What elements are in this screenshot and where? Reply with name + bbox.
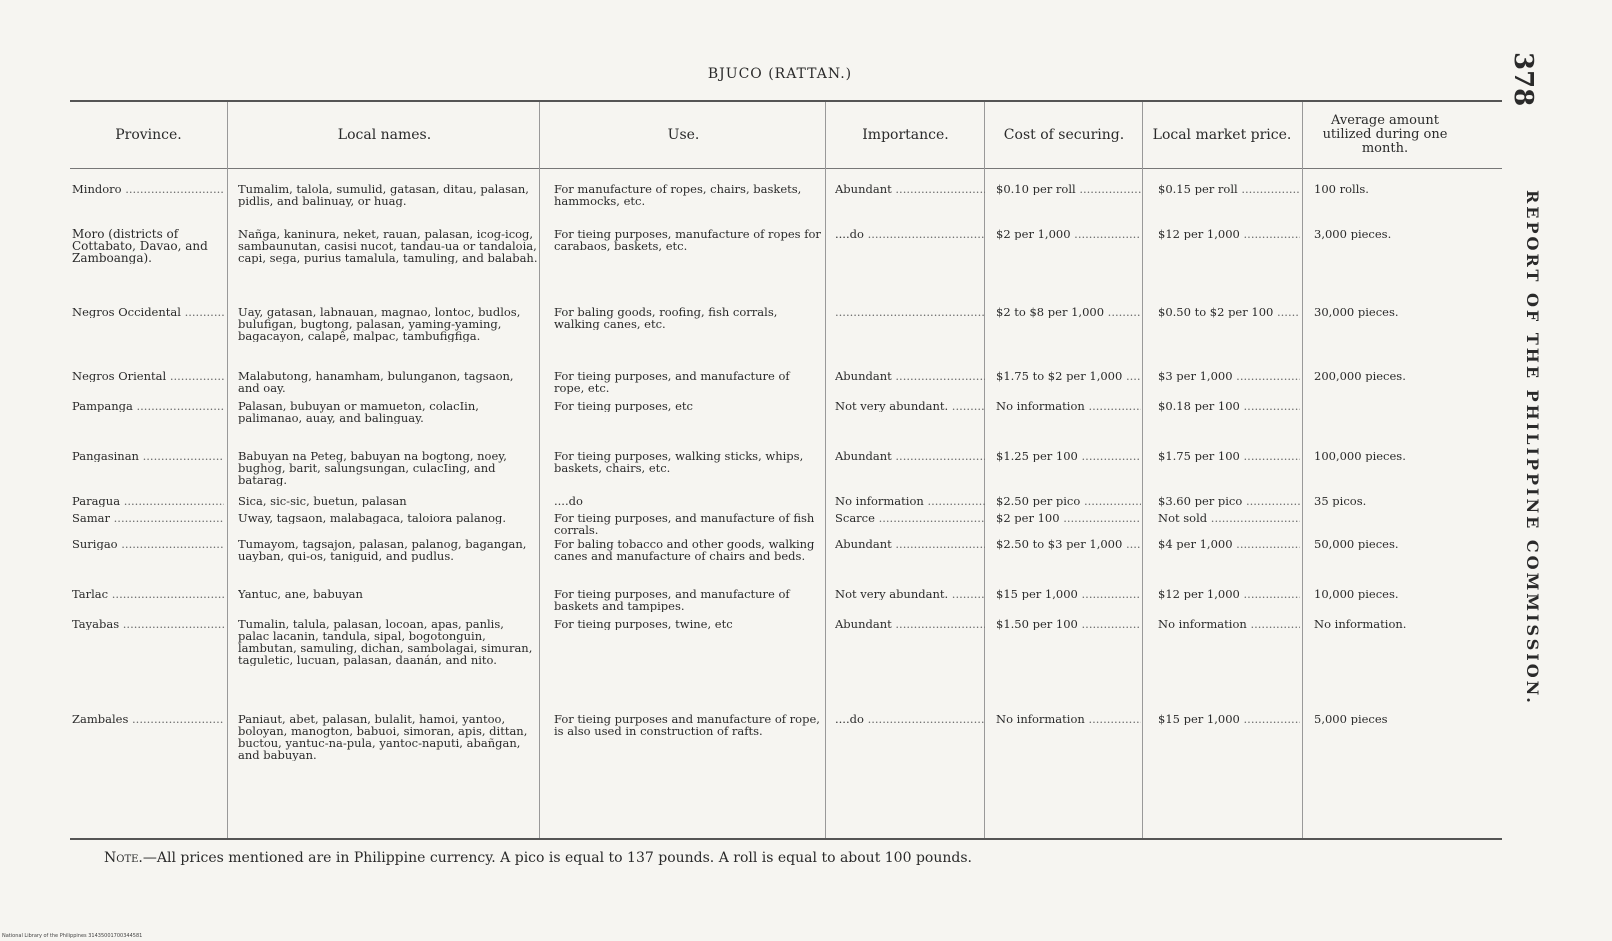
table-cell-names: Sica, sic-sic, buetun, palasan [238, 495, 407, 507]
scan-credit: National Library of the Philippines 31435001700344581 [2, 933, 143, 939]
table-cell-use: For baling tobacco and other goods, walking canes and manufacture of chairs and beds. [554, 538, 815, 562]
table-cell-names: Uay, gatasan, labnauan, magnao, lontoc, budlos, bulufigan, bugtong, palasan, yaming-yaming, bagacayon, calapê, malpac, tambufigfiga. [238, 306, 521, 342]
table-cell-market: No information ..... [1158, 618, 1300, 630]
table-cell-province: Paragua ..... [72, 495, 224, 507]
bottom-rule [70, 838, 1502, 840]
table-cell-province: Surigao ..... [72, 538, 224, 550]
table-cell-importance: Abundant ..... [835, 370, 985, 382]
table-cell-names: Tumalin, talula, palasan, locoan, apas, panlis, palac lacanin, tandula, sipal, bogotonguin, lambutan, samuling, dichan, sambolagai, simuran, taguletic, lucuan, palasan, daanán, and nito. [238, 618, 533, 666]
column-divider [539, 102, 540, 838]
table-cell-province: Mindoro ..... [72, 183, 224, 195]
table-cell-cost: $2.50 to $3 per 1,000 ..... [996, 538, 1141, 550]
table-cell-cost: No information ..... [996, 400, 1141, 412]
table-cell-province: Pangasinan ..... [72, 450, 224, 462]
table-cell-market: $0.50 to $2 per 100 ..... [1158, 306, 1300, 318]
table-cell-market: $4 per 1,000 ..... [1158, 538, 1300, 550]
table-cell-average: 50,000 pieces. [1314, 538, 1399, 550]
column-divider [984, 102, 985, 838]
table-cell-province: Pampanga ..... [72, 400, 224, 412]
table-cell-cost: $0.10 per roll ..... [996, 183, 1141, 195]
table-cell-cost: $1.75 to $2 per 1,000 ..... [996, 370, 1141, 382]
table-cell-average: 5,000 pieces [1314, 713, 1388, 725]
table-cell-importance [835, 306, 985, 318]
table-cell-use: For tieing purposes and manufacture of rope, is also used in construction of rafts. [554, 713, 820, 737]
table-cell-province: Moro (districts of Cottabato, Davao, and Zamboanga). [72, 228, 208, 264]
table-cell-importance: Scarce ..... [835, 512, 985, 524]
table-cell-market: $15 per 1,000 ..... [1158, 713, 1300, 725]
table-cell-average: 100 rolls. [1314, 183, 1369, 195]
table-cell-market: $12 per 1,000 ..... [1158, 588, 1300, 600]
table-note [104, 850, 972, 866]
table-cell-use: For tieing purposes, and manufacture of baskets and tampipes. [554, 588, 790, 612]
table-cell-use: For tieing purposes, etc [554, 400, 693, 412]
header-local-names: Local names. [337, 127, 432, 143]
header-importance: Importance. [862, 127, 949, 143]
table-cell-names: Tumalim, talola, sumulid, gatasan, ditau, palasan, pidlis, and balinuay, or huag. [238, 183, 529, 207]
table-cell-cost: $1.50 per 100 ..... [996, 618, 1141, 630]
table-cell-province: Negros Oriental ..... [72, 370, 224, 382]
table-cell-cost: $1.25 per 100 ..... [996, 450, 1141, 462]
table-cell-names: Paniaut, abet, palasan, bulalit, hamoi, yantoo, boloyan, manogton, babuoi, simoran, apis, dittan, buctou, yantuc-na-pula, yantoc-naputi, abañgan, and babuyan. [238, 713, 528, 761]
table-cell-names: Tumayom, tagsajon, palasan, palanog, bagangan, uayban, qui-os, taniguid, and pudlus. [238, 538, 527, 562]
table-cell-province: Negros Occidental ..... [72, 306, 224, 318]
table-cell-use: For tieing purposes, walking sticks, whips, baskets, chairs, etc. [554, 450, 804, 474]
table-cell-importance: Abundant ..... [835, 538, 985, 550]
table-cell-importance: ....do ..... [835, 713, 985, 725]
table-cell-market: $0.15 per roll ..... [1158, 183, 1300, 195]
table-cell-use: For tieing purposes, manufacture of ropes for carabaos, baskets, etc. [554, 228, 821, 252]
table-cell-province: Tayabas ..... [72, 618, 224, 630]
table-cell-importance: Abundant ..... [835, 450, 985, 462]
table-cell-cost: $2 to $8 per 1,000 ..... [996, 306, 1141, 318]
table-cell-market: $3.60 per pico ..... [1158, 495, 1300, 507]
table-cell-importance: No information ..... [835, 495, 985, 507]
table-cell-importance: Not very abundant. ..... [835, 400, 985, 412]
header-market: Local market price. [1152, 127, 1292, 143]
table-cell-importance: Not very abundant. ..... [835, 588, 985, 600]
table-cell-average: 100,000 pieces. [1314, 450, 1406, 462]
table-cell-importance: Abundant ..... [835, 618, 985, 630]
header-rule [70, 168, 1502, 169]
table-cell-names: Malabutong, hanamham, bulunganon, tagsaon, and oay. [238, 370, 514, 394]
table-cell-market: $12 per 1,000 ..... [1158, 228, 1300, 240]
table-cell-province: Zambales ..... [72, 713, 224, 725]
page-number: 378 [1508, 52, 1538, 107]
table-cell-cost: $2.50 per pico ..... [996, 495, 1141, 507]
header-province: Province. [115, 127, 182, 143]
note-text: —All prices mentioned are in Philippine currency. A pico is equal to 137 pounds. A roll is equal to about 100 pounds. [142, 850, 972, 866]
table-cell-use: For tieing purposes, and manufacture of rope, etc. [554, 370, 790, 394]
header-cost: Cost of securing. [1003, 127, 1125, 143]
table-cell-cost: $15 per 1,000 ..... [996, 588, 1141, 600]
table-cell-use: For tieing purposes, twine, etc [554, 618, 733, 630]
table-cell-names: Nañga, kaninura, neket, rauan, palasan, icog-icog, sambaunutan, casisi nucot, tandau-ua or tandaloia, capi, sega, purius tamalula, tamuling, and balabah. [238, 228, 538, 264]
table-cell-names: Uway, tagsaon, malabagaca, taloiora palanog. [238, 512, 507, 524]
table-cell-use: For manufacture of ropes, chairs, baskets, hammocks, etc. [554, 183, 802, 207]
table-cell-names: Babuyan na Peteg, babuyan na bogtong, noey, bughog, barit, salungsungan, culacIing, and batarag. [238, 450, 507, 486]
table-cell-use: ....do [554, 495, 583, 507]
table-cell-cost: $2 per 1,000 ..... [996, 228, 1141, 240]
table-cell-average: 10,000 pieces. [1314, 588, 1399, 600]
column-divider [227, 102, 228, 838]
header-use: Use. [667, 127, 700, 143]
table-cell-names: Yantuc, ane, babuyan [238, 588, 363, 600]
table-cell-market: $0.18 per 100 ..... [1158, 400, 1300, 412]
running-head: REPORT OF THE PHILIPPINE COMMISSION. [1523, 190, 1542, 706]
table-cell-names: Palasan, bubuyan or mamueton, colacIin, palimanao, auay, and balinguay. [238, 400, 479, 424]
table-cell-use: For tieing purposes, and manufacture of fish corrals. [554, 512, 815, 536]
table-cell-importance: ....do ..... [835, 228, 985, 240]
table-cell-market: Not sold ..... [1158, 512, 1300, 524]
table-cell-use: For baling goods, roofing, fish corrals, walking canes, etc. [554, 306, 778, 330]
table-cell-average: 30,000 pieces. [1314, 306, 1399, 318]
table-cell-cost: No information ..... [996, 713, 1141, 725]
table-cell-average: No information. [1314, 618, 1407, 630]
table-cell-importance: Abundant ..... [835, 183, 985, 195]
note-label: Note. [104, 850, 143, 866]
table-cell-average: 3,000 pieces. [1314, 228, 1392, 240]
table-cell-province: Samar ..... [72, 512, 224, 524]
table-cell-province: Tarlac ..... [72, 588, 224, 600]
column-divider [825, 102, 826, 838]
column-divider [1302, 102, 1303, 838]
table-cell-average: 35 picos. [1314, 495, 1367, 507]
table-cell-average: 200,000 pieces. [1314, 370, 1406, 382]
column-divider [1142, 102, 1143, 838]
table-cell-market: $1.75 per 100 ..... [1158, 450, 1300, 462]
table-title: BJUCO (RATTAN.) [707, 66, 853, 82]
table-cell-market: $3 per 1,000 ..... [1158, 370, 1300, 382]
table-cell-cost: $2 per 100 ..... [996, 512, 1141, 524]
header-average: Average amount utilized during one month. [1322, 113, 1448, 156]
